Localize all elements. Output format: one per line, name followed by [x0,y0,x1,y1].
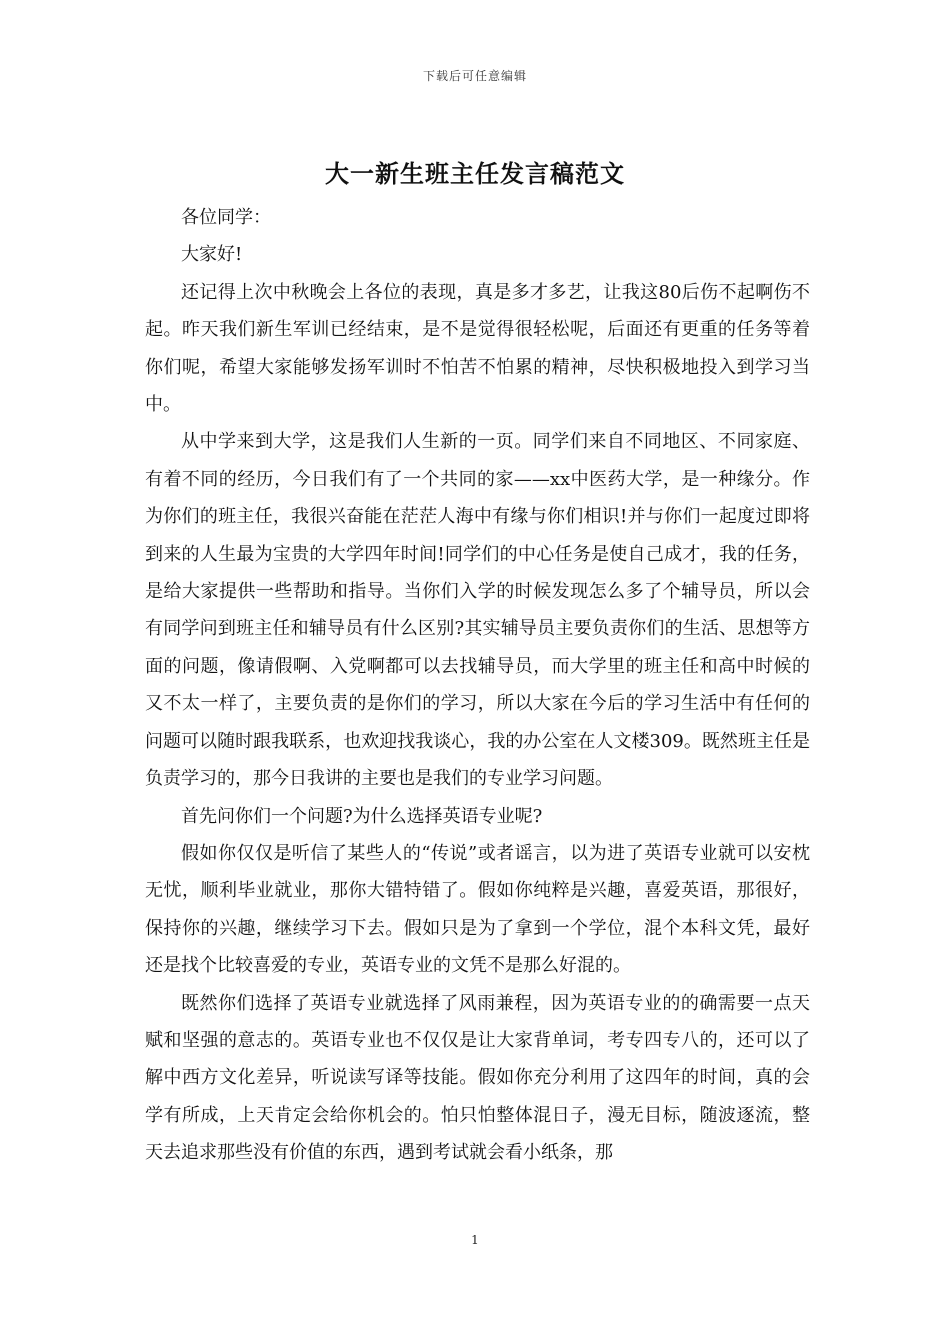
page-number: 1 [471,1233,479,1247]
paragraph-greeting: 各位同学： [181,207,271,228]
paragraph-hello: 大家好! [181,244,243,266]
page-title: 大一新生班主任发言稿范文 [325,160,625,188]
paragraph-university: 从中学来到大学，这是我们人生新的一页。同学们来自不同地区、不同家庭、有着不同的经历，今日我们有了一个共同的家——xx中医药大学，是一种缘分。作为你们的班主任，我很兴奋能在茫茫人海中有缘与你们相识!并与你们一起度过即将到来的人生最为宝贵的大学四年时间!同学们的中心任务是使自己成才，我的任务，是给大家提供一些帮助和指导。当你们入学的时候发现怎么多了个辅导员，所以会有同学问到班主任和辅导员有什么区别?其实辅导员主要负责你们的生活、思想等方面的问题，像请假啊、入党啊都可以去找辅导员，而大学里的班主任和高中时候的又不太一样了，主要负责的是你们的学习，所以大家在今后的学习生活中有任何的问题可以随时跟我联系，也欢迎找我谈心，我的办公室在人文楼309。既然班主任是负责学习的，那今日我讲的主要也是我们的专业学习问题。 [145,431,810,790]
paragraph-intro: 还记得上次中秋晚会上各位的表现，真是多才多艺，让我这80后伤不起啊伤不起。昨天我们新生军训已经结束，是不是觉得很轻松呢，后面还有更重的任务等着你们呢，希望大家能够发扬军训时不怕苦不怕累的精神，尽快积极地投入到学习当中。 [145,281,810,416]
paragraph-choice: 既然你们选择了英语专业就选择了风雨兼程，因为英语专业的的确需要一点天赋和坚强的意志的。英语专业也不仅仅是让大家背单词，考专四专八的，还可以了解中西方文化差异，听说读写译等技能。假如你充分利用了这四年的时间，真的会学有所成，上天肯定会给你机会的。怕只怕整体混日子，漫无目标，随波逐流，整天去追求那些没有价值的东西，遇到考试就会看小纸条，那 [145,992,810,1164]
header-note: 下载后可任意编辑 [422,69,527,83]
paragraph-question: 首先问你们一个问题?为什么选择英语专业呢? [181,805,543,827]
paragraph-reasons: 假如你仅仅是听信了某些人的“传说”或者谣言，以为进了英语专业就可以安枕无忧，顺利毕业就业，那你大错特错了。假如你纯粹是兴趣，喜爱英语，那很好，保持你的兴趣，继续学习下去。假如只是为了拿到一个学位，混个本科文凭，最好还是找个比较喜爱的专业，英语专业的文凭不是那么好混的。 [145,842,810,977]
document-body [145,199,810,1172]
